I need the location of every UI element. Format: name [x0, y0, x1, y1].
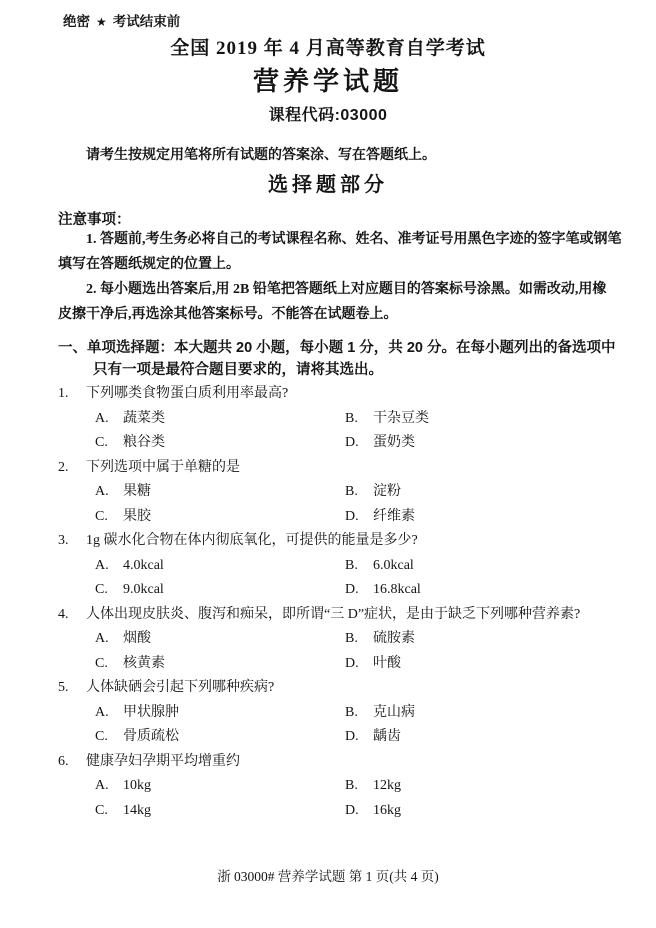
question-text: 下列哪类食物蛋白质利用率最高? [86, 386, 289, 401]
course-code: 课程代码:03000 [268, 107, 388, 124]
option-text: 粮谷类 [123, 435, 165, 450]
notice-list [58, 227, 642, 327]
option-letter: B. [345, 778, 358, 793]
option-c [95, 652, 345, 677]
option-text: 果胶 [123, 508, 151, 524]
question-number: 1. [58, 386, 69, 401]
option-a [95, 480, 345, 505]
option-d [345, 578, 595, 603]
secrecy-level: 绝密 [63, 14, 90, 29]
option-b [345, 480, 595, 505]
option-text: 龋齿 [373, 729, 401, 744]
option-letter: B. [345, 631, 358, 646]
option-a [95, 554, 345, 579]
option-text: 9.0kcal [123, 582, 164, 597]
option-d [345, 431, 595, 456]
notice-line: 填写在答题纸规定的位置上。 [58, 257, 240, 272]
option-d [345, 652, 595, 677]
question-text: 1g 碳水化合物在体内彻底氧化，可提供的能量是多少? [86, 533, 418, 548]
option-letter: C. [95, 729, 108, 744]
option-text: 16kg [373, 802, 401, 818]
option-c [95, 431, 345, 456]
option-letter: B. [345, 704, 358, 720]
option-b [345, 554, 595, 579]
question-text: 人体出现皮肤炎、腹泻和痴呆，即所谓“三 D”症状，是由于缺乏下列哪种营养素? [86, 606, 581, 622]
option-b [345, 407, 595, 432]
option-a [95, 701, 345, 726]
notice-title: 注意事项： [58, 212, 131, 228]
question-3 [58, 529, 646, 603]
option-text: 16.8kcal [373, 582, 421, 597]
option-letter: A. [95, 484, 109, 499]
section-heading-line: 只有一项是最符合题目要求的，请将其选出。 [93, 362, 383, 378]
option-c [95, 505, 345, 530]
question-text: 人体缺硒会引起下列哪种疾病? [86, 680, 275, 695]
option-letter: C. [95, 655, 108, 671]
option-b [345, 701, 595, 726]
option-text: 叶酸 [373, 655, 401, 671]
notice-item [58, 227, 642, 277]
option-c [95, 799, 345, 824]
question-5 [58, 676, 646, 750]
section-heading [58, 337, 642, 381]
notice-item [58, 277, 642, 327]
option-text: 纤维素 [373, 508, 415, 524]
option-text: 12kg [373, 778, 401, 793]
notice-line: 1. 答题前,考生务必将自己的考试课程名称、姓名、准考证号用黑色字迹的签字笔或钢笔 [86, 232, 622, 247]
option-text: 核黄素 [123, 655, 165, 671]
notice-line: 皮擦干净后,再选涂其他答案标号。不能答在试题卷上。 [58, 307, 398, 322]
option-text: 干杂豆类 [373, 410, 429, 426]
option-letter: D. [345, 508, 359, 524]
question-4 [58, 603, 646, 677]
secrecy-timing: 考试结束前 [112, 14, 181, 29]
option-c [95, 725, 345, 750]
option-text: 4.0kcal [123, 557, 164, 573]
option-b [345, 627, 595, 652]
answer-instruction: 请考生按规定用笔将所有试题的答案涂、写在答题纸上。 [86, 146, 436, 162]
option-letter: D. [345, 435, 359, 450]
option-b [345, 774, 595, 799]
option-letter: D. [345, 655, 359, 671]
option-letter: B. [345, 484, 358, 499]
exam-title-line: 全国 2019 年 4 月高等教育自学考试 [170, 38, 486, 59]
star-icon: ★ [96, 15, 107, 29]
option-text: 蔬菜类 [123, 410, 165, 426]
option-text: 甲状腺肿 [123, 704, 179, 720]
section-heading-line: 一、单项选择题：本大题共 20 小题，每小题 1 分，共 20 分。在每小题列出的备选项中 [58, 340, 616, 356]
question-1 [58, 382, 646, 456]
option-letter: B. [345, 410, 358, 426]
question-number: 3. [58, 533, 69, 548]
option-d [345, 725, 595, 750]
option-letter: A. [95, 410, 109, 426]
question-number: 5. [58, 680, 69, 695]
option-letter: A. [95, 557, 109, 573]
option-letter: A. [95, 631, 109, 646]
option-d [345, 799, 595, 824]
option-text: 淀粉 [373, 484, 401, 499]
option-a [95, 774, 345, 799]
option-text: 10kg [123, 778, 151, 793]
option-text: 烟酸 [123, 631, 151, 646]
option-text: 14kg [123, 802, 151, 818]
option-a [95, 627, 345, 652]
notice-line: 2. 每小题选出答案后,用 2B 铅笔把答题纸上对应题目的答案标号涂黑。如需改动,用橡 [86, 282, 607, 297]
option-c [95, 578, 345, 603]
paper-title: 营养学试题 [252, 66, 403, 96]
option-letter: A. [95, 704, 109, 720]
page-footer: 浙 03000# 营养学试题 第 1 页(共 4 页) [217, 869, 439, 884]
option-letter: C. [95, 508, 108, 524]
option-letter: C. [95, 435, 108, 450]
option-letter: D. [345, 729, 359, 744]
question-number: 6. [58, 753, 69, 769]
question-number: 2. [58, 459, 69, 475]
option-letter: A. [95, 778, 109, 793]
question-list [58, 382, 646, 823]
option-text: 硫胺素 [373, 631, 415, 646]
option-text: 骨质疏松 [123, 729, 179, 744]
option-letter: D. [345, 582, 359, 597]
option-d [345, 505, 595, 530]
question-2 [58, 456, 646, 530]
option-text: 蛋奶类 [373, 435, 415, 450]
option-letter: B. [345, 557, 358, 573]
option-letter: C. [95, 582, 108, 597]
option-text: 果糖 [123, 484, 151, 499]
part-title: 选择题部分 [268, 174, 388, 196]
option-text: 6.0kcal [373, 557, 414, 573]
secrecy-banner [63, 10, 180, 30]
option-letter: C. [95, 802, 108, 818]
question-text: 健康孕妇孕期平均增重约 [86, 753, 240, 769]
question-text: 下列选项中属于单糖的是 [86, 459, 240, 475]
option-text: 克山病 [373, 704, 415, 720]
option-letter: D. [345, 802, 359, 818]
option-a [95, 407, 345, 432]
question-number: 4. [58, 606, 69, 622]
question-6 [58, 750, 646, 824]
